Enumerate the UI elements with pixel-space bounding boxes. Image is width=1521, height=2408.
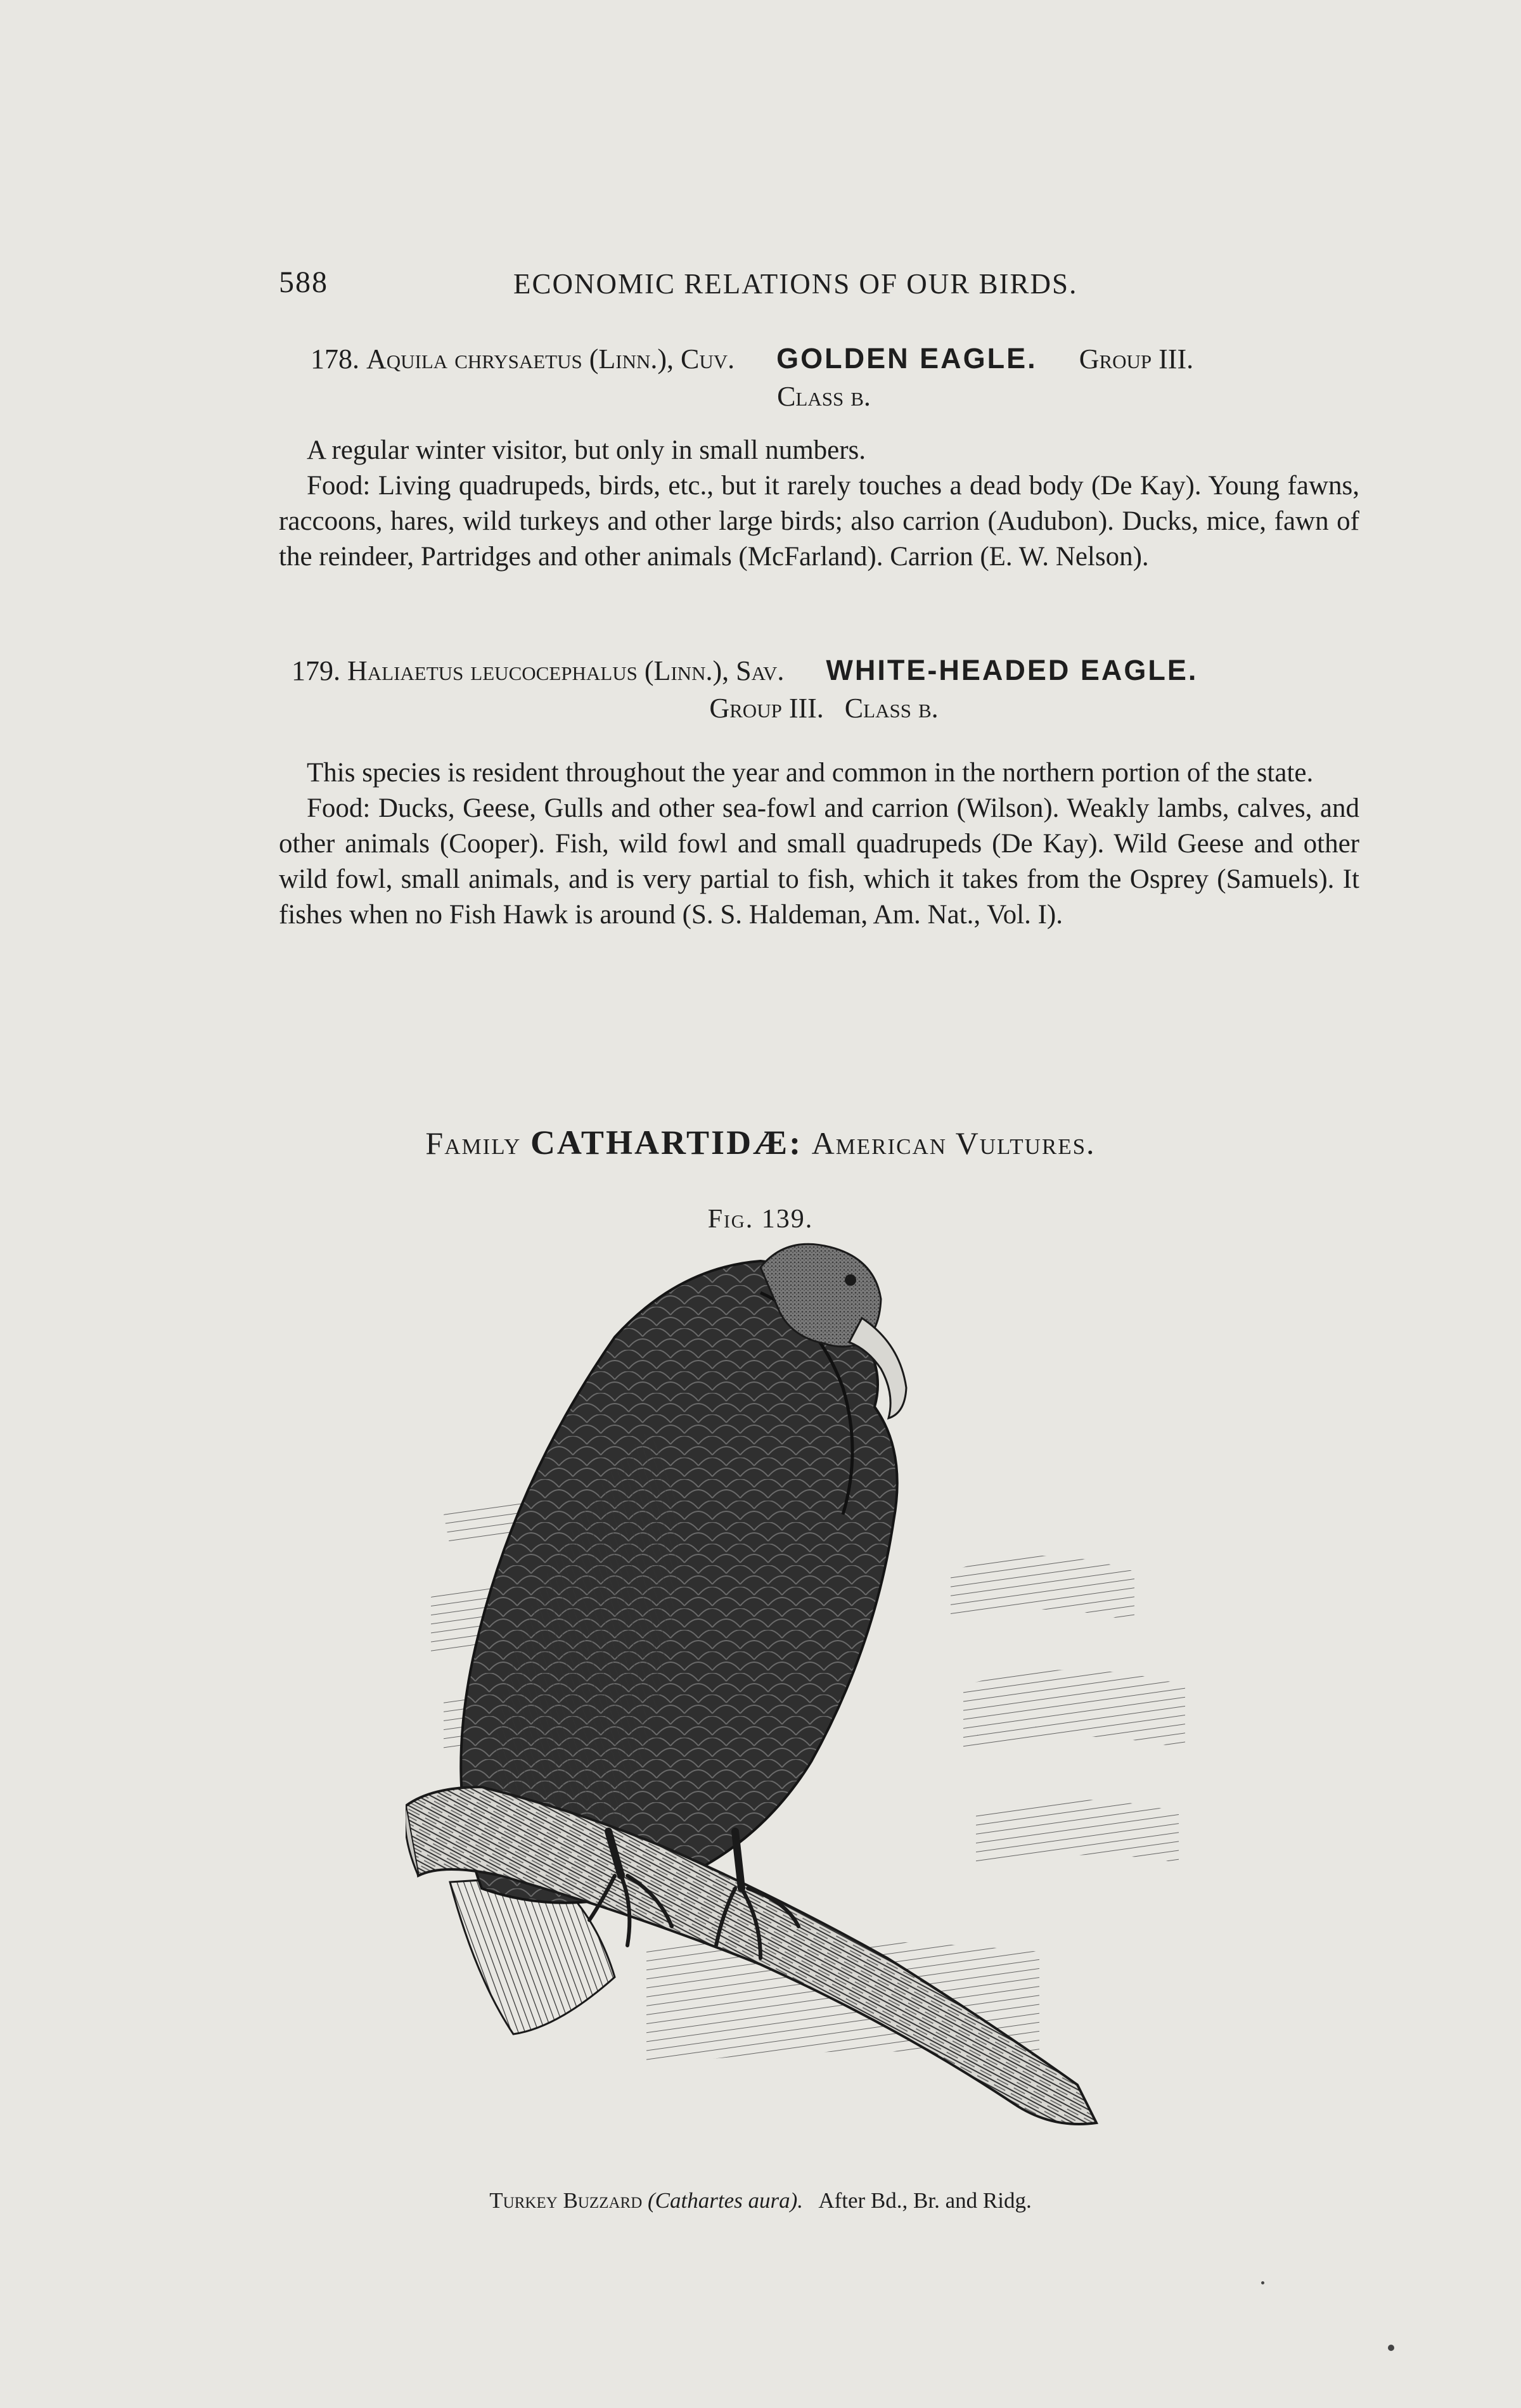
group-label: Group III. (709, 693, 824, 724)
paragraph: Food: Ducks, Geese, Gulls and other sea-fowl and carrion (Wilson). Weakly lambs, calves, and other animals (Cooper). Fish, wild fowl and small quadrupeds (De Kay). Wild Geese and other wild fowl, small animals, and is very partial to fish, which it takes from the Osprey (Samuels). It fishes when no Fish Hawk is around (S. S. Haldeman, Am. Nat., Vol. I). (279, 793, 1359, 930)
paragraph: A regular winter visitor, but only in small numbers. (307, 435, 866, 465)
family-common-name: American Vultures. (811, 1125, 1096, 1161)
page-number: 588 (279, 266, 328, 299)
paragraph: This species is resident throughout the year and common in the northern portion of the state. (307, 758, 1314, 788)
entry-179-text (279, 755, 1359, 933)
eye (845, 1274, 856, 1286)
scientific-name: Aquila chrysaetus (366, 343, 582, 375)
running-title: ECONOMIC RELATIONS OF OUR BIRDS. (513, 268, 1078, 300)
caption-credit: After Bd., Br. and Ridg. (818, 2188, 1032, 2213)
family-heading (0, 1123, 1521, 1162)
paragraph: Food: Living quadrupeds, birds, etc., but it rarely touches a dead body (De Kay). Young fawns, raccoons, hares, wild turkeys and other large birds; also carrion (Audubon). Ducks, mice, fawn of the reindeer, Partridges and other animals (McFarland). Carrion (E. W. Nelson). (279, 471, 1359, 572)
common-name: GOLDEN EAGLE. (776, 342, 1037, 375)
family-name: CATHARTIDÆ: (530, 1124, 803, 1162)
entry-178-text (279, 433, 1359, 575)
figure-caption (0, 2188, 1521, 2213)
turkey-buzzard-engraving (406, 1242, 1217, 2161)
entry-number: 178. (311, 343, 359, 375)
authority: (Linn.), Cuv. (589, 343, 735, 375)
authority: (Linn.), Sav. (644, 655, 785, 686)
entry-number: 179. (292, 655, 340, 686)
class-label: Class b. (777, 381, 871, 412)
caption-common-name: Turkey Buzzard (489, 2188, 643, 2213)
scientific-name: Haliaetus leucocephalus (347, 655, 638, 686)
page-header (279, 265, 1369, 309)
figure-label: Fig. 139. (707, 1205, 814, 1234)
scan-speck (1261, 2281, 1264, 2284)
scan-speck (1388, 2345, 1394, 2351)
common-name: WHITE-HEADED EAGLE. (826, 654, 1198, 686)
class-label: Class b. (844, 693, 939, 724)
group-label: Group III. (1079, 343, 1194, 375)
family-prefix: Family (425, 1125, 522, 1161)
caption-scientific-name: (Cathartes aura). (648, 2188, 803, 2213)
